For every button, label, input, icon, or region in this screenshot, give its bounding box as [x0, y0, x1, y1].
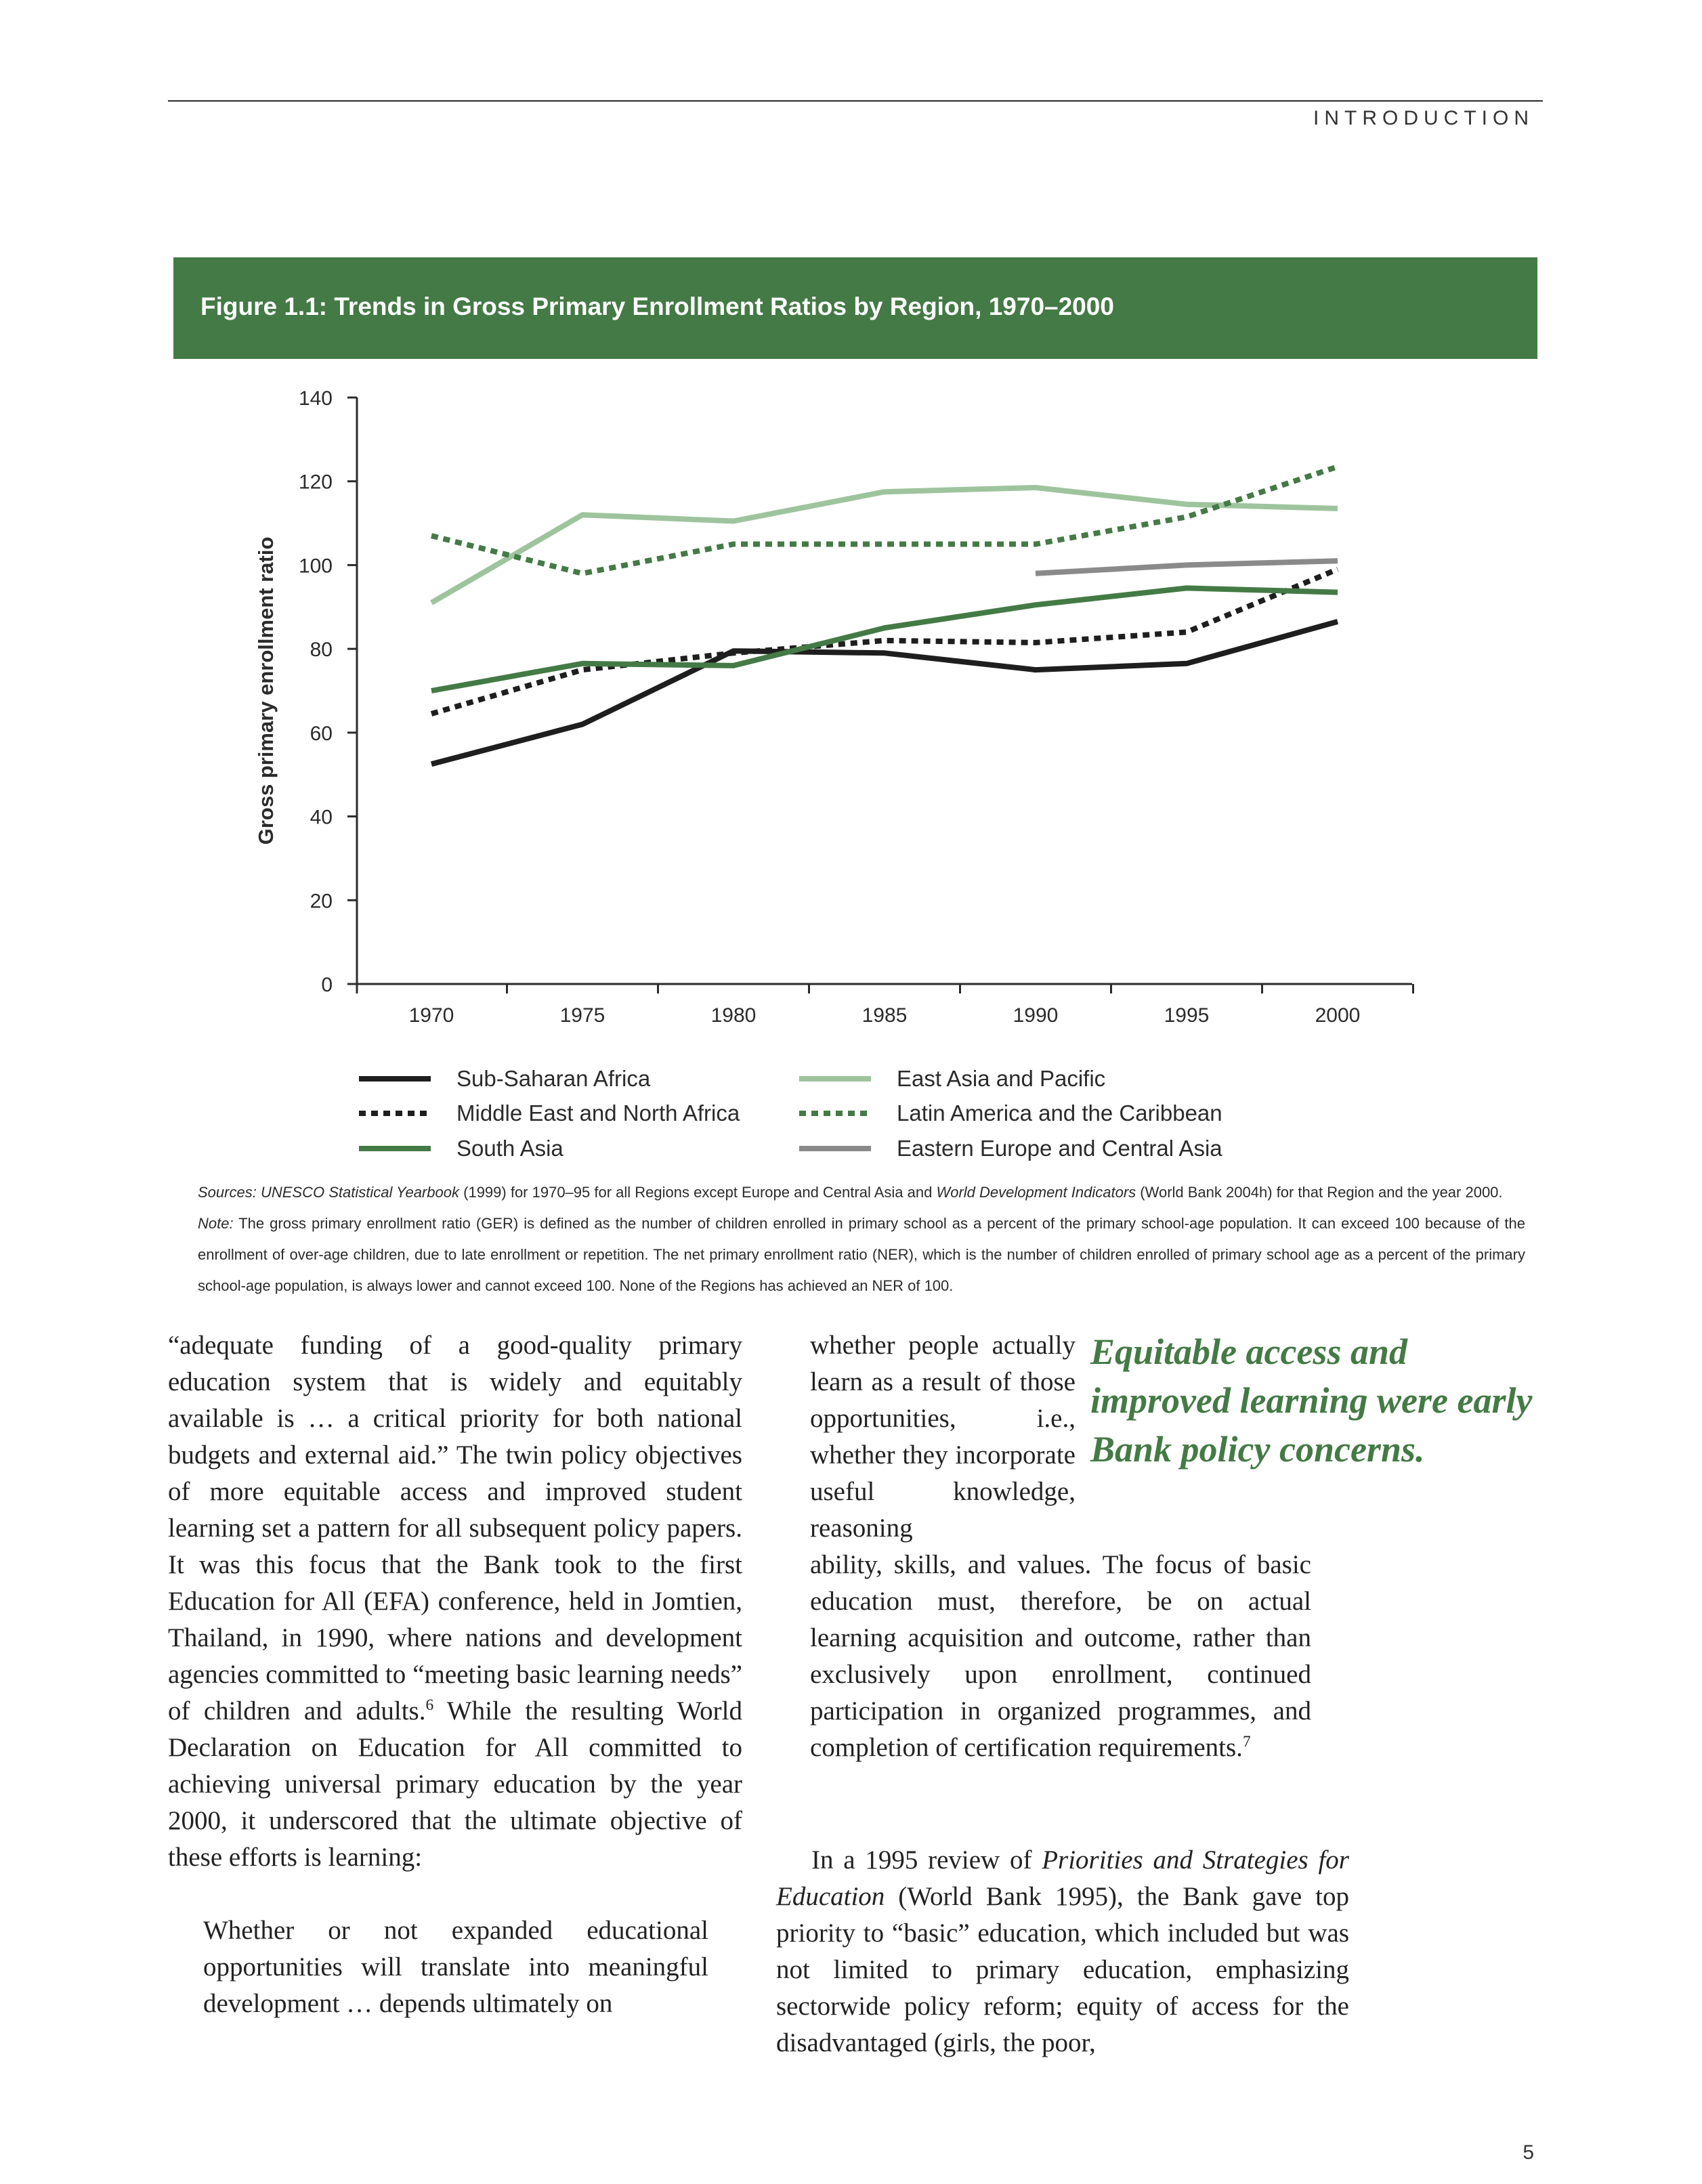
y-tick-label: 40: [310, 806, 333, 829]
x-tick-label: 1990: [1013, 1004, 1059, 1027]
x-tick-label: 1985: [861, 1004, 908, 1027]
x-tick-label: 1980: [710, 1004, 757, 1027]
body-paragraph: [776, 1842, 1349, 2061]
x-tick-label: 1975: [559, 1004, 605, 1027]
legend-label-4: Latin America and the Caribbean: [897, 1100, 1222, 1126]
section-heading: INTRODUCTION: [1313, 107, 1534, 129]
body-column-right-bottom: [776, 1842, 1349, 2061]
sources-title: UNESCO Statistical Yearbook: [260, 1184, 460, 1201]
note-text: The gross primary enrollment ratio (GER) is defined as the number of children enrolled in primary school as a percent of the primary school-age population. It can exceed 100 because of the enrollment of over-age children, due to late enrollment or repetition. The net primary enrollment ratio (NER), which is the number of children enrolled of primary school age as a percent of the primary school-age population, is always lower and cannot exceed 100. None of the Regions has achieved an NER of 100.: [198, 1215, 1525, 1294]
body-column-right-top: [810, 1327, 1076, 1547]
sources-title2: World Development Indicators: [936, 1184, 1136, 1201]
sources-text2: (World Bank 2004h) for that Region and the year 2000.: [1136, 1184, 1503, 1201]
body-text-span: (World Bank 1995), the Bank gave top priority to “basic” education, which included but was not limited to primary education, emphasizing sectorwide policy reform; equity of access for the disadvantaged (girls, the poor,: [776, 1882, 1349, 2057]
series-line-0: [431, 622, 1338, 764]
figure-sources-note: [198, 1177, 1525, 1302]
header-rule: [168, 100, 1543, 102]
pull-quote: Equitable access and improved learning were early Bank policy concerns.: [1090, 1331, 1533, 1470]
legend-label-1: Middle East and North Africa: [456, 1100, 740, 1126]
enrollment-line-chart: [0, 366, 1702, 1175]
y-tick-label: 100: [298, 555, 333, 578]
body-text-span: ability, skills, and values. The focus of basic education must, therefore, be on actual learning acquisition and outcome, rather than exclusively upon enrollment, continued participation in organized programmes, and completion of certification requirements.: [810, 1550, 1311, 1762]
y-axis-label: Gross primary enrollment ratio: [254, 536, 278, 845]
series-line-4: [431, 467, 1338, 574]
figure-title: Figure 1.1: Trends in Gross Primary Enrollment Ratios by Region, 1970–2000: [200, 293, 1114, 320]
x-tick-label: 2000: [1315, 1004, 1361, 1027]
figure-sources: [198, 1177, 1525, 1208]
figure-note: [198, 1208, 1525, 1302]
series-line-2: [431, 588, 1338, 691]
y-tick-label: 120: [298, 471, 333, 494]
figure-title-bar: [173, 257, 1537, 359]
note-label: Note:: [198, 1215, 234, 1232]
series-line-3: [431, 488, 1338, 603]
body-text-span: In a 1995 review of: [811, 1845, 1042, 1875]
body-text-span: “adequate funding of a good-quality primary education system that is widely and equitably available is … a critical priority for both national budgets and external aid.” The twin policy objectives of more equitable access and improved student learning set a pattern for all subsequent policy papers. It was this focus that the Bank took to the first Education for All (EFA) conference, held in Jomtien, Thailand, in 1990, where nations and development agencies committed to “meeting basic learning needs” of children and adults.: [168, 1331, 742, 1726]
series-line-5: [1036, 561, 1338, 574]
legend-label-3: East Asia and Pacific: [897, 1066, 1106, 1091]
body-text-span: While the resulting World Declaration on Education for All committed to achieving universal primary education by the year 2000, it underscored that the ultimate objective of these efforts is learning:: [168, 1696, 742, 1872]
legend-label-0: Sub-Saharan Africa: [456, 1066, 651, 1091]
x-tick-label: 1970: [408, 1004, 454, 1027]
book-title: Priorities and Strategies for Education: [776, 1845, 1349, 1911]
block-quote-continued: whether people actually learn as a result of those opportunities, i.e., whether they incorporate useful knowledge, reasoning: [810, 1331, 1076, 1543]
y-tick-label: 140: [298, 387, 333, 410]
body-paragraph: [168, 1327, 742, 1876]
legend-label-5: Eastern Europe and Central Asia: [897, 1136, 1222, 1161]
body-column-right-mid: [810, 1547, 1311, 1766]
sources-label: Sources:: [198, 1184, 257, 1201]
y-tick-label: 60: [310, 722, 333, 745]
block-quote: Whether or not expanded educational opportunities will translate into meaningful development … depends ultimately on: [203, 1916, 708, 2018]
footnote-ref[interactable]: 6: [425, 1696, 434, 1714]
chart-legend: [359, 1066, 1222, 1161]
page-number: 5: [1523, 2141, 1534, 2164]
x-tick-label: 1995: [1164, 1004, 1210, 1027]
chart-axes: [254, 387, 1413, 1027]
legend-label-2: South Asia: [456, 1136, 563, 1161]
y-tick-label: 0: [321, 974, 333, 996]
sources-text1: (1999) for 1970–95 for all Regions except Europe and Central Asia and: [459, 1184, 937, 1201]
y-tick-label: 80: [310, 639, 333, 662]
block-quote-continued-2: [810, 1547, 1311, 1766]
body-column-left: [168, 1327, 742, 2022]
footnote-ref[interactable]: 7: [1242, 1733, 1251, 1751]
chart-series-lines: [431, 467, 1338, 764]
y-tick-label: 20: [310, 890, 333, 913]
